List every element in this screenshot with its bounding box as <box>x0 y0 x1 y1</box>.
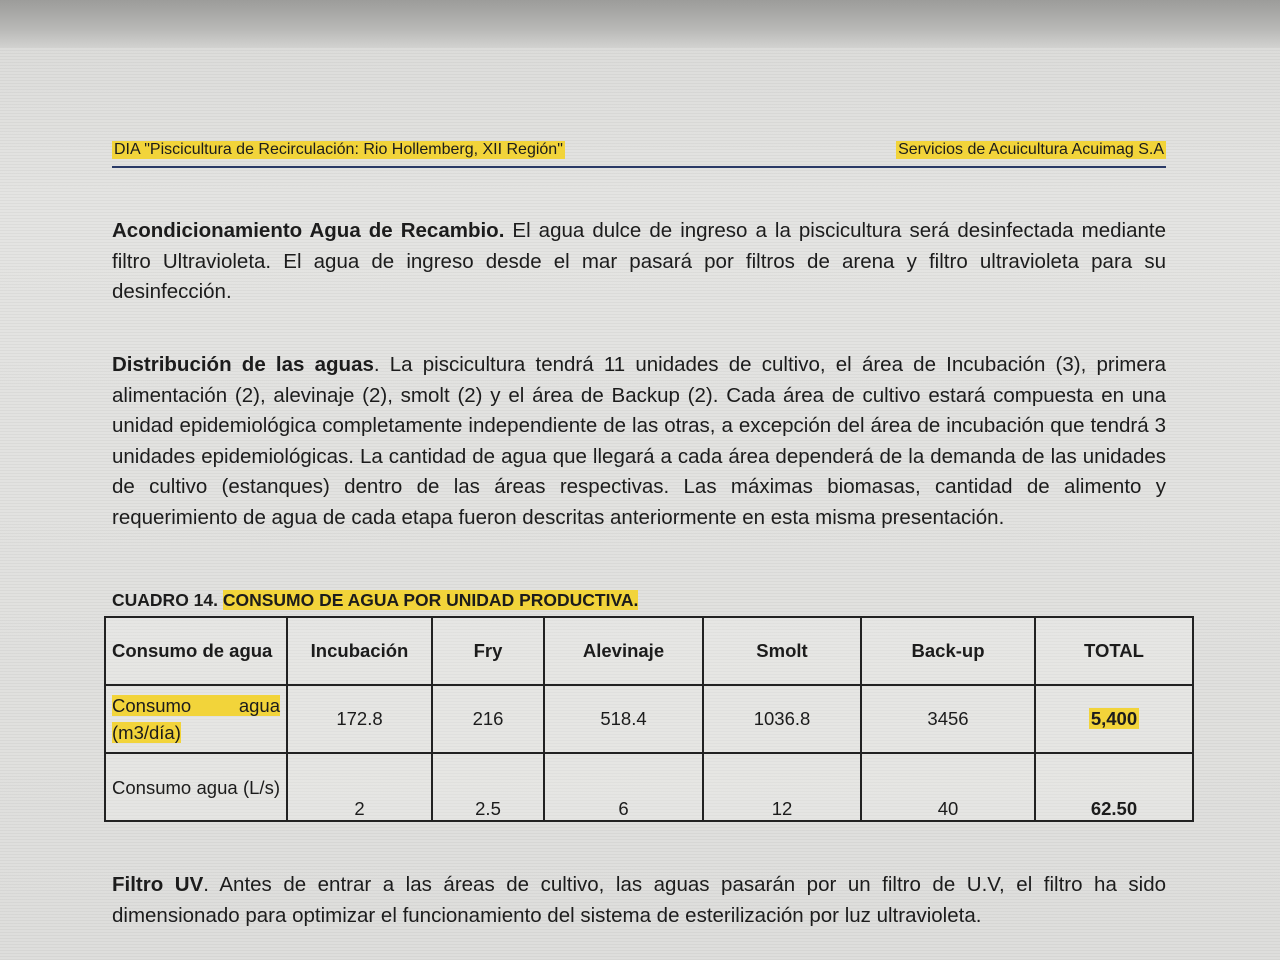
table-cell: 2.5 <box>432 753 544 821</box>
table-cell: 6 <box>544 753 703 821</box>
table-cell: 1036.8 <box>703 685 861 753</box>
paragraph-acondicionamiento <box>112 216 1166 308</box>
paragraph-body: . La piscicultura tendrá 11 unidades de cultivo, el área de Incubación (3), primera alimentación (2), alevinaje (2), smolt (2) y el área de Backup (2). Cada área de cultivo estará compuesta en una unidad epidemiológica completamente independiente de las otras, a excepción del área de incubación que tendrá 3 unidades epidemiológicas. La cantidad de agua que llegará a cada área dependerá de la demanda de las unidades de cultivo (estanques) dentro de las áreas respectivas. Las máximas biomasas, cantidad de alimento y requerimiento de agua de cada etapa fueron descritas anteriormente en esta misma presentación. <box>112 353 1166 529</box>
column-header: Alevinaje <box>544 617 703 685</box>
column-header: Fry <box>432 617 544 685</box>
row-label: Consumo agua (L/s) <box>105 753 287 821</box>
paragraph-title: Acondicionamiento Agua de Recambio. <box>112 219 505 242</box>
total-cell: 62.50 <box>1035 753 1193 821</box>
paragraph-body: El agua dulce de ingreso a la piscicultura será desinfectada mediante filtro Ultravioleta. El agua de ingreso desde el mar pasará por filtros de arena y filtro ultravioleta para su desinfección. <box>112 219 1166 303</box>
column-header: Smolt <box>703 617 861 685</box>
header-company-name: Servicios de Acuicultura Acuimag S.A <box>898 141 1164 158</box>
page-header <box>112 140 1166 168</box>
table-caption-prefix: CUADRO 14. <box>112 590 223 610</box>
header-document-title: DIA "Piscicultura de Recirculación: Rio Hollemberg, XII Región" <box>114 141 563 158</box>
paragraph-title: Filtro UV <box>112 873 204 896</box>
column-header: Incubación <box>287 617 432 685</box>
table-header-row <box>105 617 1193 685</box>
water-consumption-table <box>104 616 1194 822</box>
column-header: Back-up <box>861 617 1035 685</box>
total-cell: 5,400 <box>1035 685 1193 753</box>
table-row <box>105 685 1193 753</box>
table-cell: 12 <box>703 753 861 821</box>
table-cell: 216 <box>432 685 544 753</box>
table-cell: 2 <box>287 753 432 821</box>
table-cell: 40 <box>861 753 1035 821</box>
table-cell: 172.8 <box>287 685 432 753</box>
table-caption <box>112 590 638 611</box>
column-header: TOTAL <box>1035 617 1193 685</box>
paragraph-filtro-uv <box>112 870 1166 931</box>
table-row <box>105 753 1193 821</box>
column-header: Consumo de agua <box>105 617 287 685</box>
paragraph-body: . Antes de entrar a las áreas de cultivo, las aguas pasarán por un filtro de U.V, el filtro ha sido dimensionado para optimizar el funcionamiento del sistema de esterilización por luz ultravioleta. <box>112 873 1166 927</box>
table-caption-title: CONSUMO DE AGUA POR UNIDAD PRODUCTIVA. <box>222 590 639 610</box>
row-label: Consumo agua (m3/día) <box>105 685 287 753</box>
paragraph-distribucion <box>112 350 1166 533</box>
paragraph-title: Distribución de las aguas <box>112 353 374 376</box>
table-cell: 518.4 <box>544 685 703 753</box>
screen-top-edge <box>0 0 1280 48</box>
table-cell: 3456 <box>861 685 1035 753</box>
